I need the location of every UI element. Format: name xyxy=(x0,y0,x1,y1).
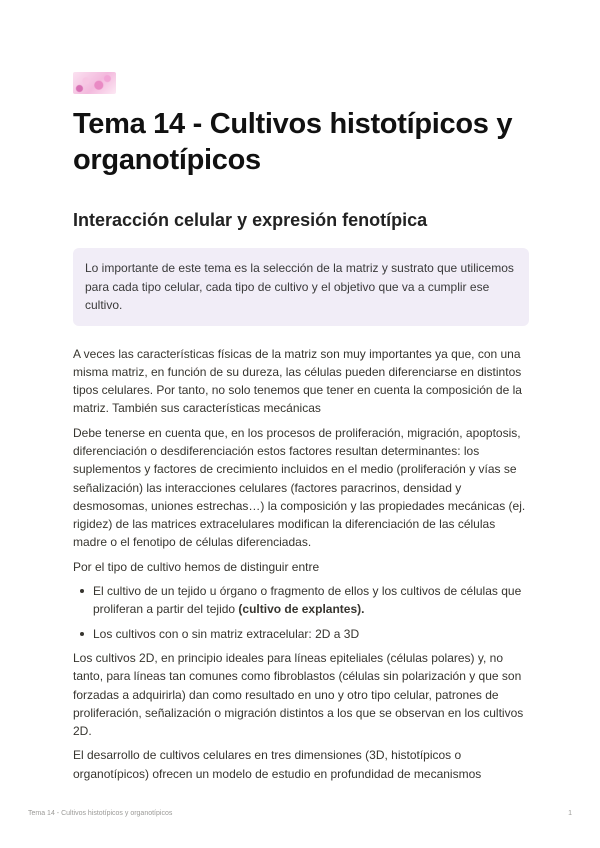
page-title: Tema 14 - Cultivos histotípicos y organotípicos xyxy=(73,108,513,176)
page-number: 1 xyxy=(568,810,572,817)
bullet-text: El cultivo de un tejido u órgano o fragmento de ellos y los cultivos de células que proliferan a partir del tejido xyxy=(93,584,522,617)
callout-text: Lo importante de este tema es la selección de la matriz y sustrato que utilicemos para cada tipo celular, cada tipo de cultivo y el objetivo que va a cumplir ese cultivo. xyxy=(85,261,514,312)
paragraph-4: Los cultivos 2D, en principio ideales para líneas epiteliales (células polares) y, no tanto, para líneas tan comunes como fibroblastos (células sin polarización y que son forzadas a adquirirla) dan como resultado en uno y otro tipo celular, patrones de proliferación, señalización o migración distintos a los que se observan en los cultivos 2D. xyxy=(73,650,524,739)
list-item xyxy=(93,625,529,643)
callout-box xyxy=(73,248,529,326)
paragraph-2: Debe tenerse en cuenta que, en los procesos de proliferación, migración, apoptosis, diferenciación o desdiferenciación estos factores resultan determinantes: los suplementos y factores de crecimiento incluidos en el medio (proliferación y vías se señalización) las interacciones celulares (factores paracrinos, densidad y desmosomas, uniones estrechas…) la composición y las propiedades mecánicas (ej. rigidez) de las matrices extracelulares modifican la diferenciación de las células madre o el fenotipo de células diferenciadas. xyxy=(73,425,526,550)
cover-image xyxy=(73,72,116,94)
paragraph-5: El desarrollo de cultivos celulares en tres dimensiones (3D, histotípicos o organotípicos) ofrecen un modelo de estudio en profundidad de mecanismos xyxy=(73,748,482,781)
page-footer xyxy=(28,810,572,817)
bullet-bold-text: (cultivo de explantes). xyxy=(238,602,365,617)
list-item xyxy=(93,582,529,619)
bullet-list xyxy=(73,582,529,643)
bullet-text: Los cultivos con o sin matriz extracelular: 2D a 3D xyxy=(93,626,360,641)
paragraph-1: A veces las características físicas de la matriz son muy importantes ya que, con una misma matriz, en función de su dureza, las células pueden diferenciarse en distintos tipos celulares. Por tanto, no solo tenemos que tener en cuenta la composición de la matriz. También sus características mecánicas xyxy=(73,346,522,416)
page-content xyxy=(73,72,529,783)
footer-title: Tema 14 - Cultivos histotípicos y organotípicos xyxy=(28,810,173,817)
section-heading: Interacción celular y expresión fenotípica xyxy=(73,210,428,230)
paragraph-3: Por el tipo de cultivo hemos de distinguir entre xyxy=(73,559,320,574)
